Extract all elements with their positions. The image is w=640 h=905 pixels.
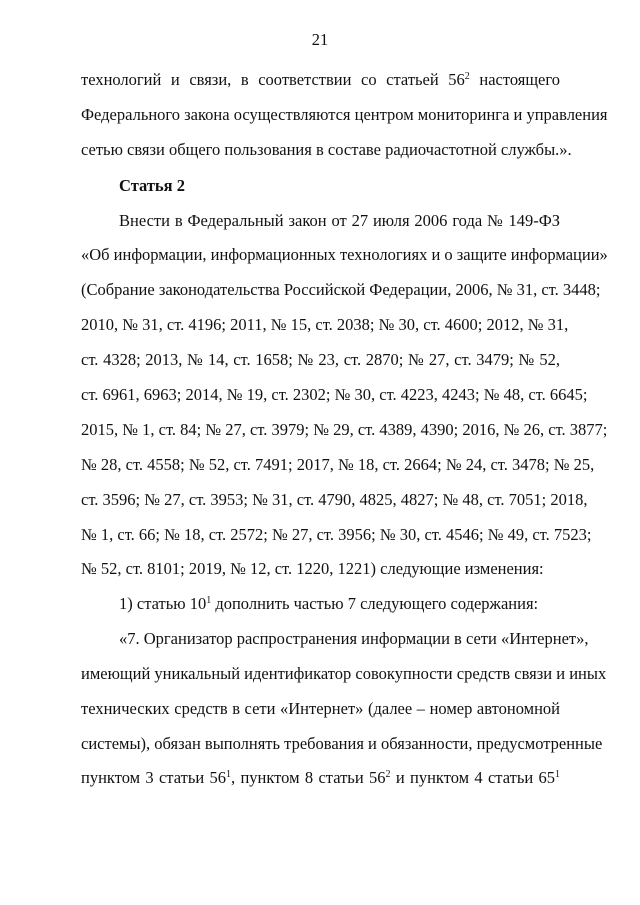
superscript: 1: [206, 595, 212, 606]
text-line: № 28, ст. 4558; № 52, ст. 7491; 2017, № 18, ст. 2664; № 24, ст. 3478; № 25,: [81, 455, 595, 474]
text-line: ст. 6961, 6963; 2014, № 19, ст. 2302; № 30, ст. 4223, 4243; № 48, ст. 6645;: [81, 385, 588, 404]
text-fragment: дополнить частью 7 следующего содержания:: [211, 594, 539, 613]
text-line: системы), обязан выполнять требования и обязанности, предусмотренные: [81, 734, 603, 753]
text-line: № 1, ст. 66; № 18, ст. 2572; № 27, ст. 3956; № 30, ст. 4546; № 49, ст. 7523;: [81, 525, 592, 544]
text-line: технических средств в сети «Интернет» (далее – номер автономной: [81, 699, 560, 718]
text-line: имеющий уникальный идентификатор совокупности средств связи и иных: [81, 664, 607, 683]
superscript: 1: [226, 769, 232, 780]
list-item: [119, 594, 560, 614]
text-line: «7. Организатор распространения информации в сети «Интернет»,: [119, 629, 589, 648]
text-fragment: пунктом 3 статьи 56: [81, 768, 227, 787]
page-number: 21: [311, 30, 329, 49]
text-line: ст. 3596; № 27, ст. 3953; № 31, ст. 4790, 4825, 4827; № 48, ст. 7051; 2018,: [81, 490, 588, 509]
text-line: Федерального закона осуществляются центром мониторинга и управления: [81, 105, 608, 124]
article-heading: Статья 2: [119, 176, 185, 195]
text-fragment: , пунктом 8 статьи 56: [231, 768, 386, 787]
text-fragment: и пунктом 4 статьи 65: [390, 768, 556, 787]
text-line: (Собрание законодательства Российской Федерации, 2006, № 31, ст. 3448;: [81, 280, 601, 299]
text-line: [81, 768, 560, 788]
superscript: 2: [385, 769, 391, 780]
text-line: сетью связи общего пользования в составе радиочастотной службы.».: [81, 140, 572, 159]
text-line: 2010, № 31, ст. 4196; 2011, № 15, ст. 2038; № 30, ст. 4600; 2012, № 31,: [81, 315, 569, 334]
text-line: Внести в Федеральный закон от 27 июля 2006 года № 149-ФЗ: [119, 211, 560, 230]
superscript: 1: [555, 769, 561, 780]
text-fragment: технологий и связи, в соответствии со статьей 56: [81, 70, 465, 89]
superscript: 2: [464, 71, 470, 82]
text-fragment: 1) статью 10: [119, 594, 207, 613]
text-line: ст. 4328; 2013, № 14, ст. 1658; № 23, ст. 2870; № 27, ст. 3479; № 52,: [81, 350, 560, 369]
text-line: № 52, ст. 8101; 2019, № 12, ст. 1220, 1221) следующие изменения:: [81, 559, 544, 578]
text-line: 2015, № 1, ст. 84; № 27, ст. 3979; № 29, ст. 4389, 4390; 2016, № 26, ст. 3877;: [81, 420, 608, 439]
text-line: «Об информации, информационных технологиях и о защите информации»: [81, 245, 608, 264]
text-fragment: настоящего: [469, 70, 560, 89]
text-line: [81, 70, 560, 90]
